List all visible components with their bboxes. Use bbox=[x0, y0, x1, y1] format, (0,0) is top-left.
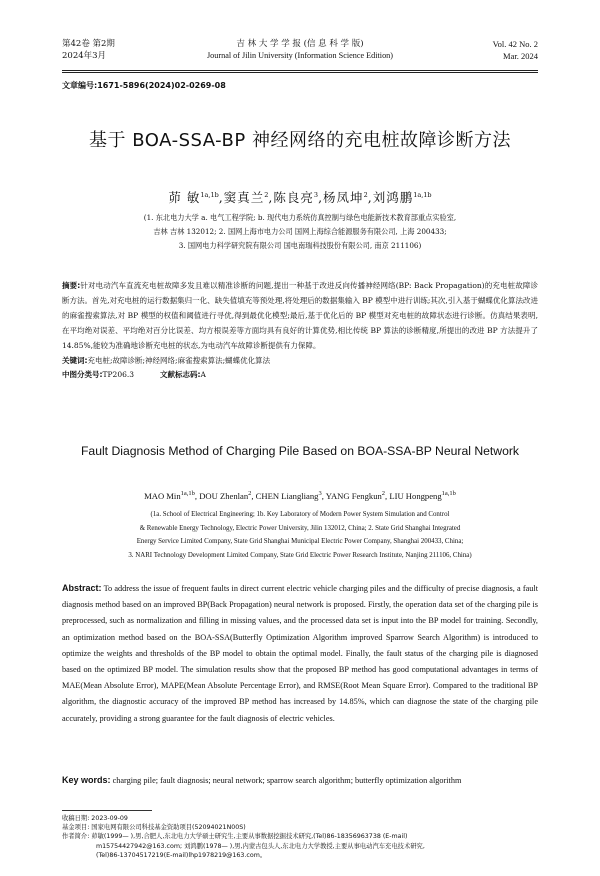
affiliations-cn bbox=[70, 211, 530, 253]
footnote bbox=[62, 814, 538, 860]
abstract-cn-block bbox=[62, 279, 538, 383]
author-name: CHEN Liangliang bbox=[255, 490, 319, 501]
abstract-en bbox=[62, 580, 538, 727]
author-separator: , bbox=[194, 490, 200, 501]
fund-info: 基金项目: 国家电网有限公司科技基金资助项目(52094021N00S) bbox=[62, 824, 246, 832]
volume-issue-cn: 第42卷 第2期 bbox=[62, 39, 115, 49]
author-name: LIU Hongpeng bbox=[389, 490, 442, 501]
footnote-rule bbox=[62, 810, 152, 811]
doc-code-value: A bbox=[200, 370, 206, 380]
author-affiliation-mark: 1a,1b bbox=[413, 190, 432, 199]
keywords-label-en: Key words: bbox=[62, 775, 111, 785]
affiliation-line: 吉林 吉林 132012; 2. 国网上海市电力公司 国网上海综合能源服务有限公司, 上海 200433; bbox=[153, 227, 447, 236]
clc-value: TP206.3 bbox=[102, 370, 135, 380]
title-en: Fault Diagnosis Method of Charging Pile Based on BOA-SSA-BP Neural Network bbox=[80, 444, 520, 458]
keywords-en bbox=[62, 773, 538, 788]
author-affiliation-mark: 1a,1b bbox=[200, 190, 219, 199]
keywords-label-cn: 关键词: bbox=[62, 355, 88, 365]
author-separator: , bbox=[268, 190, 274, 205]
classification-cn bbox=[62, 368, 538, 383]
author-separator: , bbox=[251, 490, 256, 501]
header-rule-thin bbox=[62, 72, 538, 73]
date-cn: 2024年3月 bbox=[62, 51, 107, 61]
authors-en bbox=[0, 490, 600, 501]
abstract-text-cn: 针对电动汽车直流充电桩故障多发且难以精准诊断的问题,提出一种基于改进反向传播神经网络(BP: Back Propagation)的充电桩故障诊断方法。首先,对充电桩的运行数据集归一化、缺失值填充等预处理,将处理后的数据集输入 BP 模型中进行训练;其次,引入基于蝴蝶优化算法改进的麻雀搜索算法,对 BP 模型的权值和阈值进行寻优,得到最优化模型;最后,基于优化后的 BP 模型对充电桩的故障状态进行诊断。仿真结果表明,在平均绝对误差、平均绝对百分比误差、均方根误差等方面均具有良好的计算优势,相比传统 BP 算法的诊断精度,所提出的改进 BP 方法提升了 14.85%,能较为准确地诊断充电桩的状态,为电动汽车故障诊断提供有力保障。 bbox=[62, 281, 539, 350]
header-center bbox=[62, 38, 538, 62]
author-affiliation-mark: 2 bbox=[363, 190, 368, 199]
doc-code-label: 文献标志码: bbox=[160, 370, 201, 380]
abstract-text-en: To address the issue of frequent faults in direct current electric vehicle charging piles and the difficulty of precise diagnosis, a fault diagnosis method based on an improved BP(Back Propagation) neural network is proposed. Firstly, the operation data set of the charging pile is preprocessed, such as normalization and filling in missing values, and the processed data set is input into the BP model for training. Secondly, an optimization method based on the BOA-SSA(Butterfly Optimization Algorithm improved Sparrow Search Algorithm) is introduced to optimize the weights and thresholds of the BP model to obtain the optimal model. Finally, the fault status of the charging pile is diagnosed based on the optimized BP model. The simulation results show that the proposed BP method has good computational advantages in terms of MAE(Mean Absolute Error), MAPE(Mean Absolute Percentage Error), and RMSE(Root Mean Square Error). Compared to the traditional BP algorithm, the diagnostic accuracy of the improved BP method has increased by 14.85%, which can diagnose the state of the charging pile accurately, providing a strong guarantee for the fault diagnosis of electric vehicles. bbox=[62, 584, 538, 723]
article-number: 文章编号:1671-5896(2024)02-0269-08 bbox=[62, 81, 226, 90]
author-affiliation-mark: 3 bbox=[318, 490, 322, 497]
clc-label: 中图分类号: bbox=[62, 370, 103, 380]
author-separator: , bbox=[318, 190, 324, 205]
author-separator: , bbox=[367, 190, 373, 205]
received-date: 收稿日期: 2023-09-09 bbox=[62, 815, 128, 822]
abstract-label-en: Abstract: bbox=[62, 583, 102, 593]
author-affiliation-mark: 1a,1b bbox=[441, 490, 456, 497]
author-separator: , bbox=[385, 490, 390, 501]
author-bio-cont: (Tel)86-13704517219(E-mail)lhp1978219@163.com。 bbox=[96, 851, 267, 859]
author-name: 刘鸿鹏 bbox=[372, 190, 414, 205]
affiliations-en bbox=[62, 508, 538, 562]
author-separator: , bbox=[218, 190, 224, 205]
authors-cn bbox=[0, 188, 600, 206]
affiliation-line: (1. 东北电力大学 a. 电气工程学院; b. 现代电力系统仿真控制与绿色电能新技术教育部重点实验室, bbox=[143, 213, 457, 222]
author-bio-cont: m15754427942@163.com; 刘鸿鹏(1978— ),男,内蒙古包头人,东北电力大学教授,主要从事电动汽车充电技术研究, bbox=[96, 842, 425, 850]
journal-name-cn: 吉 林 大 学 学 报 (信 息 科 学 版) bbox=[236, 39, 364, 49]
date-en: Mar. 2024 bbox=[503, 51, 538, 61]
abstract-label-cn: 摘要: bbox=[62, 281, 81, 290]
header-right bbox=[493, 38, 538, 62]
author-affiliation-mark: 2 bbox=[248, 490, 252, 497]
author-affiliation-mark: 2 bbox=[264, 190, 269, 199]
header-rule bbox=[62, 70, 538, 71]
author-affiliation-mark: 1a,1b bbox=[180, 490, 195, 497]
keywords-text-en: charging pile; fault diagnosis; neural network; sparrow search algorithm; butterfly optimization algorithm bbox=[112, 776, 462, 785]
author-name: 窦真兰 bbox=[223, 190, 265, 205]
title-cn: 基于 BOA-SSA-BP 神经网络的充电桩故障诊断方法 bbox=[89, 130, 511, 151]
abstract-cn bbox=[62, 279, 538, 354]
keywords-text-cn: 充电桩;故障诊断;神经网络;麻雀搜索算法;蝴蝶优化算法 bbox=[87, 355, 271, 365]
volume-issue-en: Vol. 42 No. 2 bbox=[492, 39, 538, 49]
affiliation-line: Energy Service Limited Company, State Grid Shanghai Municipal Electric Power Company, Shanghai 200433, China; bbox=[136, 538, 464, 546]
author-name: 茆 敏 bbox=[168, 190, 201, 205]
affiliation-line: & Renewable Energy Technology, Electric Power University, Jilin 132012, China; 2. State Grid Shanghai Integrated bbox=[139, 524, 461, 532]
journal-name-en: Journal of Jilin University (Information Science Edition) bbox=[207, 51, 393, 60]
author-affiliation-mark: 2 bbox=[381, 490, 386, 497]
author-name: DOU Zhenlan bbox=[199, 490, 249, 501]
author-name: 杨凤坤 bbox=[323, 190, 364, 205]
running-header bbox=[62, 38, 538, 70]
author-bio: 作者简介: 茆敏(1999— ),男,合肥人,东北电力大学硕士研究生,主要从事数据挖掘技术研究,(Tel)86-18356963738 (E-mail) bbox=[62, 833, 408, 841]
affiliation-line: (1a. School of Electrical Engineering; 1b. Key Laboratory of Modern Power System Simulation and Control bbox=[150, 511, 450, 518]
author-separator: , bbox=[321, 490, 326, 501]
author-affiliation-mark: 3 bbox=[313, 190, 319, 199]
keywords-cn bbox=[62, 354, 538, 369]
author-name: MAO Min bbox=[144, 490, 181, 501]
affiliation-line: 3. NARI Technology Development Limited Company, State Grid Electric Power Research Institute, Nanjing 211106, China) bbox=[128, 551, 472, 559]
author-name: 陈良亮 bbox=[273, 190, 314, 205]
author-name: YANG Fengkun bbox=[325, 490, 382, 501]
affiliation-line: 3. 国网电力科学研究院有限公司 国电南瑞科技股份有限公司, 南京 211106) bbox=[178, 241, 422, 250]
